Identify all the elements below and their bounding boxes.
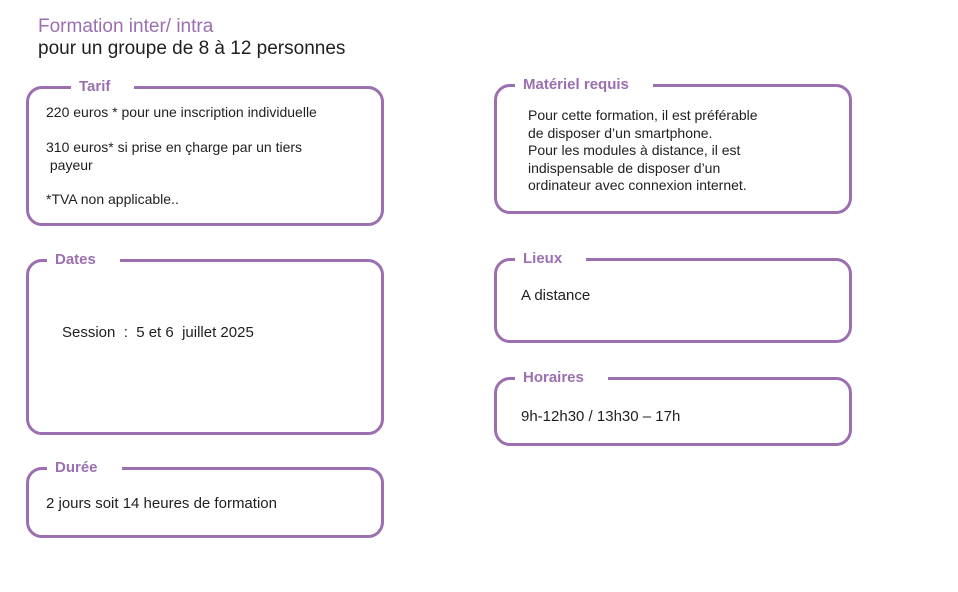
horaires-value: 9h-12h30 / 13h30 – 17h — [521, 408, 681, 425]
materiel-card — [494, 76, 852, 214]
tarif-card — [26, 78, 384, 226]
horaires-label: Horaires — [515, 369, 608, 387]
materiel-content — [528, 107, 848, 195]
materiel-line-2: de disposer d’un smartphone. — [528, 124, 713, 141]
duree-label: Durée — [47, 459, 122, 477]
tarif-third-party-cont: payeur — [46, 157, 93, 173]
lieux-card — [494, 250, 852, 343]
dates-label: Dates — [47, 251, 120, 269]
materiel-label: Matériel requis — [515, 76, 653, 94]
horaires-card — [494, 369, 852, 446]
materiel-line-3: Pour les modules à distance, il est — [528, 142, 741, 158]
tarif-content — [46, 103, 382, 208]
tarif-label: Tarif — [71, 78, 134, 96]
page-title: Formation inter/ intra — [38, 16, 214, 37]
materiel-line-5: ordinateur avec connexion internet. — [528, 177, 747, 193]
lieux-label: Lieux — [515, 250, 586, 268]
tarif-third-party: 310 euros* si prise en çharge par un tiers — [46, 139, 303, 155]
duree-value: 2 jours soit 14 heures de formation — [46, 495, 277, 512]
lieux-value: A distance — [521, 287, 591, 304]
duree-card — [26, 459, 384, 538]
tarif-individual: 220 euros * pour une inscription individuelle — [46, 104, 317, 120]
dates-session: Session : 5 et 6 juillet 2025 — [62, 324, 254, 341]
tarif-tva-note: *TVA non applicable.. — [46, 191, 179, 207]
dates-card — [26, 251, 384, 435]
page-subtitle: pour un groupe de 8 à 12 personnes — [38, 38, 346, 59]
materiel-line-4: indispensable de disposer d’un — [528, 159, 721, 176]
materiel-line-1: Pour cette formation, il est préférable — [528, 107, 758, 123]
